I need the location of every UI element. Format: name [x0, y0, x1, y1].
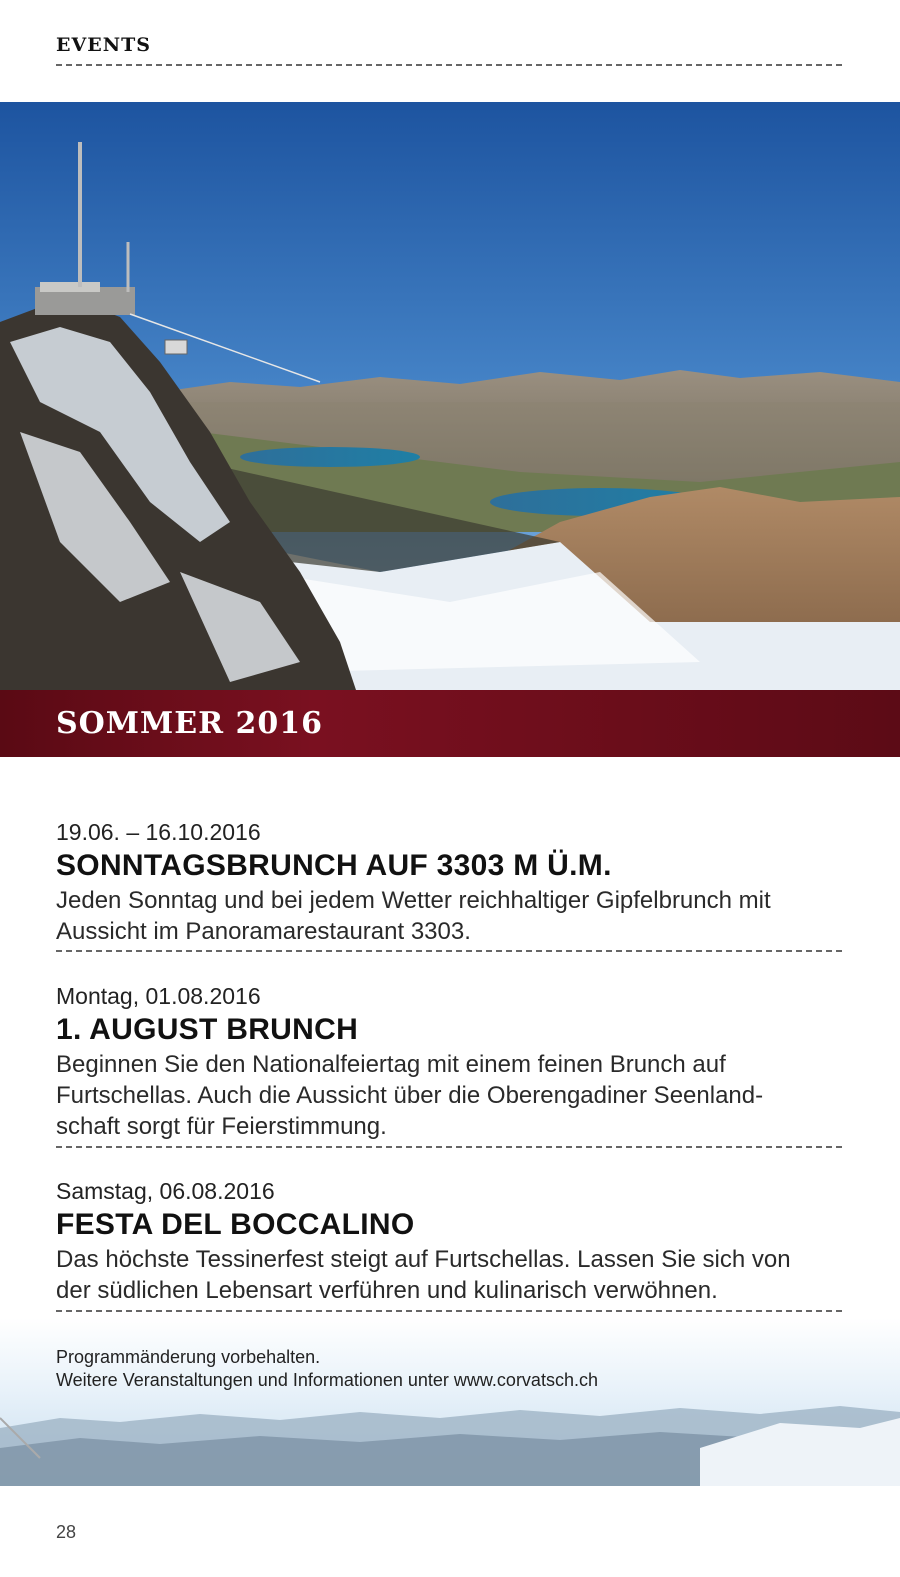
footnote: Programmänderung vorbehalten. Weitere Veranstaltungen und Informationen unter www.corvatsch.ch — [56, 1347, 598, 1390]
event-title: 1. AUGUST BRUNCH — [56, 1013, 359, 1046]
event-item — [56, 981, 846, 1142]
event-title: FESTA DEL BOCCALINO — [56, 1208, 415, 1241]
event-title: SONNTAGSBRUNCH AUF 3303 M Ü.M. — [56, 849, 612, 882]
event-item — [56, 817, 846, 947]
event-item — [56, 1176, 846, 1306]
lake — [240, 447, 420, 467]
event-description: Das höchste Tessinerfest steigt auf Furtschellas. Lassen Sie sich von der südlichen Lebensart verführen und kulinarisch verwöhnen. — [56, 1246, 791, 1304]
season-title: SOMMER 2016 — [56, 706, 323, 741]
page-number: 28 — [56, 1522, 77, 1542]
hero-photo — [0, 102, 900, 757]
header-divider — [56, 64, 842, 66]
footer-panorama — [0, 1318, 900, 1486]
gondola — [165, 340, 187, 354]
season-banner — [0, 690, 900, 757]
event-description: Beginnen Sie den Nationalfeiertag mit einem feinen Brunch auf Furtschellas. Auch die Aussicht über die Oberengadiner Seenland- schaft sorgt für Feierstimmung. — [56, 1051, 764, 1140]
event-date: Samstag, 06.08.2016 — [56, 1178, 275, 1204]
event-divider — [56, 1310, 842, 1312]
event-date: 19.06. – 16.10.2016 — [56, 819, 261, 845]
event-date: Montag, 01.08.2016 — [56, 983, 261, 1009]
event-divider — [56, 950, 842, 952]
event-divider — [56, 1146, 842, 1148]
event-description: Jeden Sonntag und bei jedem Wetter reichhaltiger Gipfelbrunch mit Aussicht im Panoramarestaurant 3303. — [56, 887, 771, 945]
section-header: EVENTS — [56, 34, 151, 56]
